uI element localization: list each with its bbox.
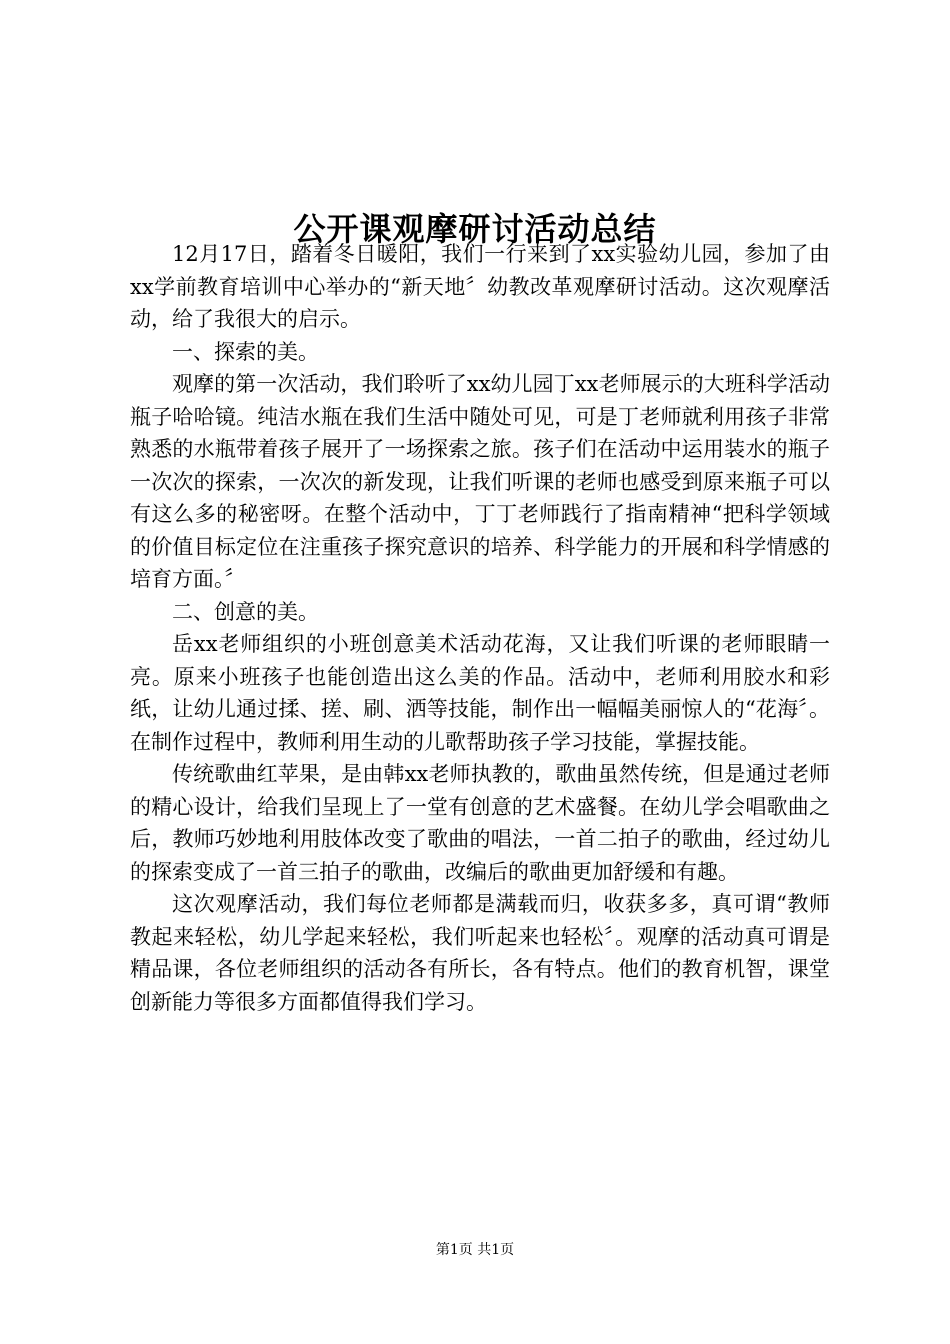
page-footer: 第1页 共1页 xyxy=(435,1242,515,1258)
paragraph-creativity-art: 岳xx老师组织的小班创意美术活动花海，又让我们听课的老师眼睛一亮。原来小班孩子也能创造出这么美的作品。活动中，老师利用胶水和彩纸，让幼儿通过揉、搓、刷、洒等技能，制作出一幅幅美丽惊人的“花海〞。在制作过程中，教师利用生动的儿歌帮助孩子学习技能，掌握技能。 xyxy=(130,632,830,754)
document-title: 公开课观摩研讨活动总结 xyxy=(293,210,657,249)
section-heading-exploration: 一、探索的美。 xyxy=(172,339,319,364)
paragraph-conclusion: 这次观摩活动，我们每位老师都是满载而归，收获多多，真可谓“教师教起来轻松，幼儿学起来轻松，我们听起来也轻松〞。观摩的活动真可谓是精品课，各位老师组织的活动各有所长，各有特点。他们的教育机智，课堂创新能力等很多方面都值得我们学习。 xyxy=(130,892,830,1014)
section-heading-creativity: 二、创意的美。 xyxy=(172,599,319,624)
paragraph-intro: 12月17日，踏着冬日暖阳，我们一行来到了xx实验幼儿园，参加了由xx学前教育培训中心举办的“新天地〞幼教改革观摩研讨活动。这次观摩活动，给了我很大的启示。 xyxy=(130,242,830,331)
paragraph-exploration: 观摩的第一次活动，我们聆听了xx幼儿园丁xx老师展示的大班科学活动瓶子哈哈镜。纯洁水瓶在我们生活中随处可见，可是丁老师就利用孩子非常熟悉的水瓶带着孩子展开了一场探索之旅。孩子们在活动中运用装水的瓶子一次次的探索，一次次的新发现，让我们听课的老师也感受到原来瓶子可以有这么多的秘密呀。在整个活动中，丁丁老师践行了指南精神“把科学领域的价值目标定位在注重孩子探究意识的培养、科学能力的开展和科学情感的培育方面。〞 xyxy=(130,372,830,591)
document-body xyxy=(130,238,830,1018)
paragraph-creativity-song: 传统歌曲红苹果，是由韩xx老师执教的，歌曲虽然传统，但是通过老师的精心设计，给我们呈现上了一堂有创意的艺术盛餐。在幼儿学会唱歌曲之后，教师巧妙地利用肢体改变了歌曲的唱法，一首二拍子的歌曲，经过幼儿的探索变成了一首三拍子的歌曲，改编后的歌曲更加舒缓和有趣。 xyxy=(130,762,830,884)
